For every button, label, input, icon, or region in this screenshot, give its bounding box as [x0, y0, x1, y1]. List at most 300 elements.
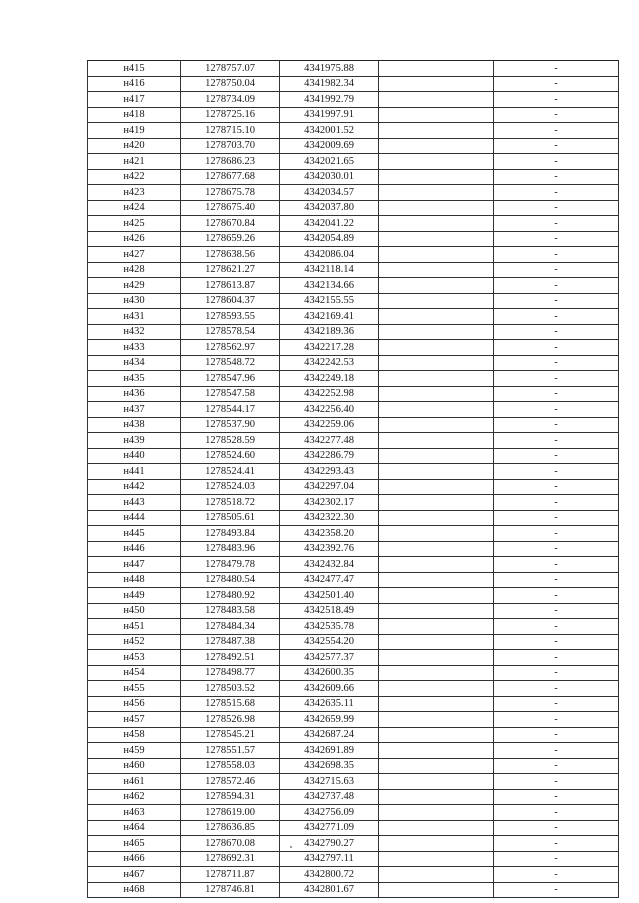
empty-cell: [379, 92, 494, 108]
y-coordinate-cell: 4342259.06: [280, 417, 379, 433]
x-coordinate-cell: 1278548.72: [181, 355, 280, 371]
empty-cell: [379, 712, 494, 728]
point-label-cell: н434: [88, 355, 181, 371]
point-label-cell: н416: [88, 76, 181, 92]
dash-cell: -: [494, 76, 619, 92]
dash-cell: -: [494, 92, 619, 108]
point-label-cell: н432: [88, 324, 181, 340]
empty-cell: [379, 200, 494, 216]
y-coordinate-cell: 4342034.57: [280, 185, 379, 201]
table-row: [88, 169, 619, 185]
point-label-cell: н452: [88, 634, 181, 650]
point-label-cell: н450: [88, 603, 181, 619]
dash-cell: -: [494, 588, 619, 604]
table-row: [88, 588, 619, 604]
empty-cell: [379, 309, 494, 325]
dash-cell: -: [494, 417, 619, 433]
x-coordinate-cell: 1278544.17: [181, 402, 280, 418]
y-coordinate-cell: 4342252.98: [280, 386, 379, 402]
dash-cell: -: [494, 340, 619, 356]
dash-cell: -: [494, 696, 619, 712]
x-coordinate-cell: 1278515.68: [181, 696, 280, 712]
y-coordinate-cell: 4342691.89: [280, 743, 379, 759]
y-coordinate-cell: 4342302.17: [280, 495, 379, 511]
dash-cell: -: [494, 603, 619, 619]
dash-cell: -: [494, 293, 619, 309]
table-row: [88, 185, 619, 201]
table-row: [88, 278, 619, 294]
x-coordinate-cell: 1278487.38: [181, 634, 280, 650]
empty-cell: [379, 727, 494, 743]
dash-cell: -: [494, 247, 619, 263]
empty-cell: [379, 293, 494, 309]
dash-cell: -: [494, 107, 619, 123]
table-row: [88, 107, 619, 123]
x-coordinate-cell: 1278547.58: [181, 386, 280, 402]
dash-cell: -: [494, 479, 619, 495]
dash-cell: -: [494, 355, 619, 371]
point-label-cell: н457: [88, 712, 181, 728]
point-label-cell: н451: [88, 619, 181, 635]
table-row: [88, 123, 619, 139]
y-coordinate-cell: 4342358.20: [280, 526, 379, 542]
x-coordinate-cell: 1278480.54: [181, 572, 280, 588]
x-coordinate-cell: 1278505.61: [181, 510, 280, 526]
table-row: [88, 61, 619, 77]
point-label-cell: н431: [88, 309, 181, 325]
table-row: [88, 681, 619, 697]
table-row: [88, 634, 619, 650]
table-row: [88, 433, 619, 449]
point-label-cell: н415: [88, 61, 181, 77]
table-row: [88, 324, 619, 340]
y-coordinate-cell: 4342800.72: [280, 867, 379, 883]
dash-cell: -: [494, 743, 619, 759]
empty-cell: [379, 805, 494, 821]
point-label-cell: н437: [88, 402, 181, 418]
point-label-cell: н420: [88, 138, 181, 154]
x-coordinate-cell: 1278547.96: [181, 371, 280, 387]
table-row: [88, 867, 619, 883]
empty-cell: [379, 123, 494, 139]
point-label-cell: н463: [88, 805, 181, 821]
x-coordinate-cell: 1278524.03: [181, 479, 280, 495]
x-coordinate-cell: 1278715.10: [181, 123, 280, 139]
point-label-cell: н447: [88, 557, 181, 573]
point-label-cell: н449: [88, 588, 181, 604]
dash-cell: -: [494, 278, 619, 294]
table-row: [88, 340, 619, 356]
dash-cell: -: [494, 231, 619, 247]
table-row: [88, 479, 619, 495]
x-coordinate-cell: 1278604.37: [181, 293, 280, 309]
table-row: [88, 76, 619, 92]
x-coordinate-cell: 1278578.54: [181, 324, 280, 340]
empty-cell: [379, 836, 494, 852]
table-row: [88, 727, 619, 743]
table-row: [88, 464, 619, 480]
empty-cell: [379, 138, 494, 154]
x-coordinate-cell: 1278675.78: [181, 185, 280, 201]
y-coordinate-cell: 4342737.48: [280, 789, 379, 805]
empty-cell: [379, 510, 494, 526]
y-coordinate-cell: 4342609.66: [280, 681, 379, 697]
point-label-cell: н441: [88, 464, 181, 480]
empty-cell: [379, 61, 494, 77]
table-row: [88, 231, 619, 247]
empty-cell: [379, 588, 494, 604]
point-label-cell: н427: [88, 247, 181, 263]
empty-cell: [379, 247, 494, 263]
point-label-cell: н424: [88, 200, 181, 216]
x-coordinate-cell: 1278572.46: [181, 774, 280, 790]
dash-cell: -: [494, 634, 619, 650]
table-row: [88, 789, 619, 805]
x-coordinate-cell: 1278692.31: [181, 851, 280, 867]
table-row: [88, 712, 619, 728]
dash-cell: -: [494, 200, 619, 216]
dash-cell: -: [494, 805, 619, 821]
point-label-cell: н438: [88, 417, 181, 433]
x-coordinate-cell: 1278492.51: [181, 650, 280, 666]
empty-cell: [379, 417, 494, 433]
dash-cell: -: [494, 758, 619, 774]
point-label-cell: н442: [88, 479, 181, 495]
y-coordinate-cell: 4342256.40: [280, 402, 379, 418]
point-label-cell: н465: [88, 836, 181, 852]
table-row: [88, 495, 619, 511]
dash-cell: -: [494, 882, 619, 898]
table-row: [88, 138, 619, 154]
empty-cell: [379, 76, 494, 92]
empty-cell: [379, 789, 494, 805]
point-label-cell: н423: [88, 185, 181, 201]
dash-cell: -: [494, 123, 619, 139]
point-label-cell: н429: [88, 278, 181, 294]
y-coordinate-cell: 4342217.28: [280, 340, 379, 356]
x-coordinate-cell: 1278524.41: [181, 464, 280, 480]
x-coordinate-cell: 1278551.57: [181, 743, 280, 759]
empty-cell: [379, 743, 494, 759]
x-coordinate-cell: 1278562.97: [181, 340, 280, 356]
x-coordinate-cell: 1278750.04: [181, 76, 280, 92]
empty-cell: [379, 324, 494, 340]
point-label-cell: н435: [88, 371, 181, 387]
table-row: [88, 402, 619, 418]
table-row: [88, 216, 619, 232]
dash-cell: -: [494, 185, 619, 201]
y-coordinate-cell: 4342155.55: [280, 293, 379, 309]
point-label-cell: н468: [88, 882, 181, 898]
x-coordinate-cell: 1278479.78: [181, 557, 280, 573]
dash-cell: -: [494, 541, 619, 557]
table-row: [88, 154, 619, 170]
point-label-cell: н466: [88, 851, 181, 867]
y-coordinate-cell: 4342771.09: [280, 820, 379, 836]
empty-cell: [379, 154, 494, 170]
point-label-cell: н446: [88, 541, 181, 557]
y-coordinate-cell: 4342477.47: [280, 572, 379, 588]
y-coordinate-cell: 4342715.63: [280, 774, 379, 790]
empty-cell: [379, 433, 494, 449]
x-coordinate-cell: 1278537.90: [181, 417, 280, 433]
point-label-cell: н422: [88, 169, 181, 185]
point-label-cell: н456: [88, 696, 181, 712]
y-coordinate-cell: 4342021.65: [280, 154, 379, 170]
empty-cell: [379, 185, 494, 201]
point-label-cell: н448: [88, 572, 181, 588]
dash-cell: -: [494, 820, 619, 836]
point-label-cell: н459: [88, 743, 181, 759]
dash-cell: -: [494, 727, 619, 743]
y-coordinate-cell: 4342286.79: [280, 448, 379, 464]
table-row: [88, 386, 619, 402]
table-row: [88, 820, 619, 836]
y-coordinate-cell: 4342698.35: [280, 758, 379, 774]
table-row: [88, 541, 619, 557]
dash-cell: -: [494, 154, 619, 170]
x-coordinate-cell: 1278483.96: [181, 541, 280, 557]
y-coordinate-cell: 4341992.79: [280, 92, 379, 108]
x-coordinate-cell: 1278686.23: [181, 154, 280, 170]
point-label-cell: н418: [88, 107, 181, 123]
point-label-cell: н419: [88, 123, 181, 139]
empty-cell: [379, 603, 494, 619]
empty-cell: [379, 634, 494, 650]
table-row: [88, 448, 619, 464]
y-coordinate-cell: 4342577.37: [280, 650, 379, 666]
scan-speck: [290, 846, 292, 848]
y-coordinate-cell: 4341982.34: [280, 76, 379, 92]
point-label-cell: н443: [88, 495, 181, 511]
x-coordinate-cell: 1278518.72: [181, 495, 280, 511]
empty-cell: [379, 758, 494, 774]
dash-cell: -: [494, 665, 619, 681]
table-row: [88, 355, 619, 371]
x-coordinate-cell: 1278757.07: [181, 61, 280, 77]
empty-cell: [379, 340, 494, 356]
point-label-cell: н425: [88, 216, 181, 232]
y-coordinate-cell: 4342001.52: [280, 123, 379, 139]
y-coordinate-cell: 4342322.30: [280, 510, 379, 526]
y-coordinate-cell: 4341975.88: [280, 61, 379, 77]
y-coordinate-cell: 4342392.76: [280, 541, 379, 557]
x-coordinate-cell: 1278746.81: [181, 882, 280, 898]
x-coordinate-cell: 1278703.70: [181, 138, 280, 154]
x-coordinate-cell: 1278675.40: [181, 200, 280, 216]
table-row: [88, 836, 619, 852]
table-row: [88, 619, 619, 635]
x-coordinate-cell: 1278670.08: [181, 836, 280, 852]
table-row: [88, 603, 619, 619]
empty-cell: [379, 355, 494, 371]
y-coordinate-cell: 4342041.22: [280, 216, 379, 232]
table-row: [88, 665, 619, 681]
dash-cell: -: [494, 650, 619, 666]
dash-cell: -: [494, 774, 619, 790]
x-coordinate-cell: 1278524.60: [181, 448, 280, 464]
empty-cell: [379, 371, 494, 387]
y-coordinate-cell: 4342432.84: [280, 557, 379, 573]
empty-cell: [379, 820, 494, 836]
empty-cell: [379, 278, 494, 294]
x-coordinate-cell: 1278636.85: [181, 820, 280, 836]
dash-cell: -: [494, 371, 619, 387]
y-coordinate-cell: 4342501.40: [280, 588, 379, 604]
table-row: [88, 526, 619, 542]
y-coordinate-cell: 4342242.53: [280, 355, 379, 371]
empty-cell: [379, 216, 494, 232]
y-coordinate-cell: 4342797.11: [280, 851, 379, 867]
x-coordinate-cell: 1278528.59: [181, 433, 280, 449]
x-coordinate-cell: 1278619.00: [181, 805, 280, 821]
empty-cell: [379, 107, 494, 123]
empty-cell: [379, 696, 494, 712]
y-coordinate-cell: 4342659.99: [280, 712, 379, 728]
x-coordinate-cell: 1278526.98: [181, 712, 280, 728]
dash-cell: -: [494, 324, 619, 340]
table-row: [88, 743, 619, 759]
dash-cell: -: [494, 169, 619, 185]
dash-cell: -: [494, 433, 619, 449]
dash-cell: -: [494, 309, 619, 325]
y-coordinate-cell: 4342756.09: [280, 805, 379, 821]
y-coordinate-cell: 4342037.80: [280, 200, 379, 216]
y-coordinate-cell: 4342554.20: [280, 634, 379, 650]
y-coordinate-cell: 4342249.18: [280, 371, 379, 387]
x-coordinate-cell: 1278621.27: [181, 262, 280, 278]
table-row: [88, 882, 619, 898]
y-coordinate-cell: 4342790.27: [280, 836, 379, 852]
y-coordinate-cell: 4342687.24: [280, 727, 379, 743]
x-coordinate-cell: 1278558.03: [181, 758, 280, 774]
y-coordinate-cell: 4342134.66: [280, 278, 379, 294]
empty-cell: [379, 557, 494, 573]
empty-cell: [379, 665, 494, 681]
point-label-cell: н467: [88, 867, 181, 883]
point-label-cell: н460: [88, 758, 181, 774]
y-coordinate-cell: 4342169.41: [280, 309, 379, 325]
empty-cell: [379, 448, 494, 464]
y-coordinate-cell: 4342297.04: [280, 479, 379, 495]
table-row: [88, 247, 619, 263]
coordinates-table: [87, 60, 619, 898]
table-row: [88, 510, 619, 526]
dash-cell: -: [494, 495, 619, 511]
y-coordinate-cell: 4342086.04: [280, 247, 379, 263]
dash-cell: -: [494, 510, 619, 526]
dash-cell: -: [494, 464, 619, 480]
point-label-cell: н430: [88, 293, 181, 309]
x-coordinate-cell: 1278480.92: [181, 588, 280, 604]
dash-cell: -: [494, 262, 619, 278]
y-coordinate-cell: 4342054.89: [280, 231, 379, 247]
empty-cell: [379, 572, 494, 588]
y-coordinate-cell: 4342293.43: [280, 464, 379, 480]
x-coordinate-cell: 1278484.34: [181, 619, 280, 635]
table-row: [88, 293, 619, 309]
y-coordinate-cell: 4342801.67: [280, 882, 379, 898]
x-coordinate-cell: 1278725.16: [181, 107, 280, 123]
point-label-cell: н428: [88, 262, 181, 278]
dash-cell: -: [494, 448, 619, 464]
y-coordinate-cell: 4342518.49: [280, 603, 379, 619]
x-coordinate-cell: 1278638.56: [181, 247, 280, 263]
x-coordinate-cell: 1278594.31: [181, 789, 280, 805]
y-coordinate-cell: 4342009.69: [280, 138, 379, 154]
y-coordinate-cell: 4342277.48: [280, 433, 379, 449]
x-coordinate-cell: 1278483.58: [181, 603, 280, 619]
empty-cell: [379, 541, 494, 557]
point-label-cell: н421: [88, 154, 181, 170]
dash-cell: -: [494, 216, 619, 232]
table-row: [88, 572, 619, 588]
point-label-cell: н464: [88, 820, 181, 836]
empty-cell: [379, 479, 494, 495]
empty-cell: [379, 650, 494, 666]
empty-cell: [379, 464, 494, 480]
x-coordinate-cell: 1278711.87: [181, 867, 280, 883]
table-row: [88, 851, 619, 867]
point-label-cell: н417: [88, 92, 181, 108]
point-label-cell: н454: [88, 665, 181, 681]
dash-cell: -: [494, 836, 619, 852]
y-coordinate-cell: 4342600.35: [280, 665, 379, 681]
x-coordinate-cell: 1278498.77: [181, 665, 280, 681]
dash-cell: -: [494, 572, 619, 588]
table-row: [88, 758, 619, 774]
dash-cell: -: [494, 851, 619, 867]
x-coordinate-cell: 1278677.68: [181, 169, 280, 185]
table-row: [88, 92, 619, 108]
dash-cell: -: [494, 402, 619, 418]
point-label-cell: н436: [88, 386, 181, 402]
empty-cell: [379, 262, 494, 278]
empty-cell: [379, 867, 494, 883]
x-coordinate-cell: 1278593.55: [181, 309, 280, 325]
y-coordinate-cell: 4342189.36: [280, 324, 379, 340]
point-label-cell: н444: [88, 510, 181, 526]
point-label-cell: н426: [88, 231, 181, 247]
dash-cell: -: [494, 867, 619, 883]
empty-cell: [379, 495, 494, 511]
point-label-cell: н439: [88, 433, 181, 449]
empty-cell: [379, 619, 494, 635]
point-label-cell: н462: [88, 789, 181, 805]
x-coordinate-cell: 1278503.52: [181, 681, 280, 697]
point-label-cell: н445: [88, 526, 181, 542]
empty-cell: [379, 851, 494, 867]
y-coordinate-cell: 4342118.14: [280, 262, 379, 278]
table-row: [88, 262, 619, 278]
dash-cell: -: [494, 61, 619, 77]
table-row: [88, 650, 619, 666]
point-label-cell: н458: [88, 727, 181, 743]
empty-cell: [379, 402, 494, 418]
table-row: [88, 774, 619, 790]
x-coordinate-cell: 1278659.26: [181, 231, 280, 247]
y-coordinate-cell: 4342535.78: [280, 619, 379, 635]
table-row: [88, 371, 619, 387]
table-row: [88, 309, 619, 325]
point-label-cell: н433: [88, 340, 181, 356]
table-row: [88, 696, 619, 712]
y-coordinate-cell: 4342030.01: [280, 169, 379, 185]
x-coordinate-cell: 1278613.87: [181, 278, 280, 294]
empty-cell: [379, 169, 494, 185]
dash-cell: -: [494, 138, 619, 154]
point-label-cell: н461: [88, 774, 181, 790]
